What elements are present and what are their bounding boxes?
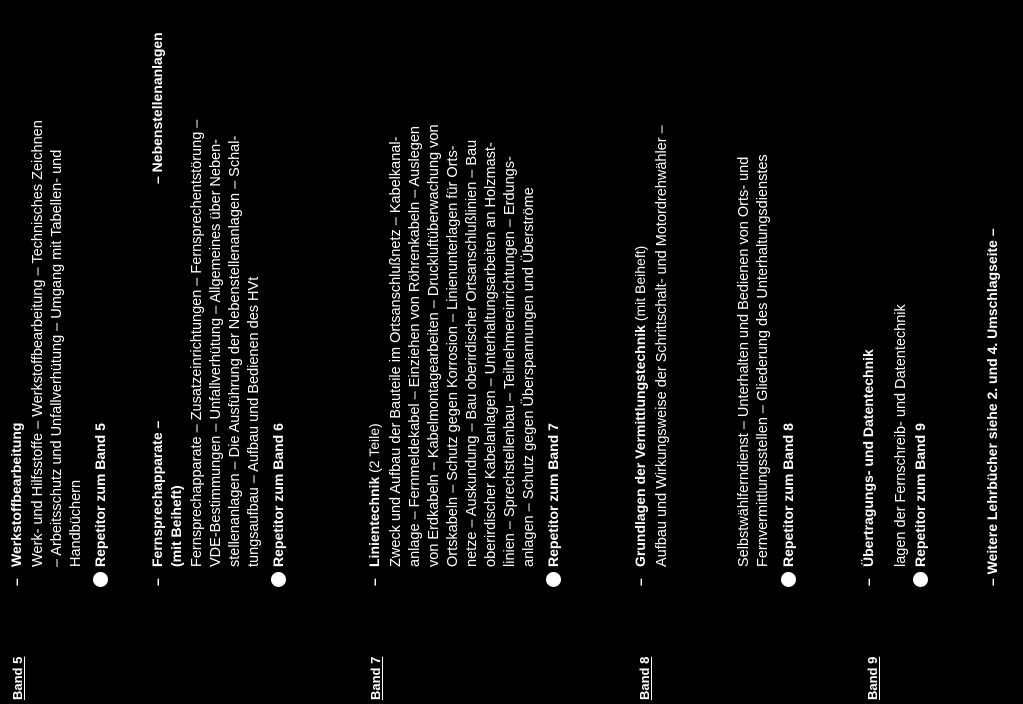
footer-note: – Weitere Lehrbücher siehe 2. und 4. Umschlagseite –: [984, 228, 1000, 586]
section-title-6: Fernsprechapparate –: [149, 420, 165, 567]
line-8-2: Fernvermittlungsstellen – Gliederung des Unterhaltungsdienstes: [755, 154, 771, 567]
line-7-2: von Erdkabeln – Kabelmontagearbeiten – Druckluftüberwachung von: [426, 124, 442, 567]
section-title-7-suffix: (2 Teile): [366, 423, 382, 473]
band-label-5: Band 5: [10, 656, 25, 700]
line-5-2: Handbüchern: [68, 479, 84, 567]
line-7-4: netze – Auskundung – Bau oberirdischer Ortsanschlußlinien – Bau: [464, 139, 480, 567]
line-7-3: Ortskabeln – Schutz gegen Korrosion – Linienunterlagen für Orts-: [445, 145, 461, 567]
bullet-icon: [546, 572, 561, 587]
bullet-icon: [913, 572, 928, 587]
section-subtitle-6: (mit Beiheft): [168, 485, 184, 567]
bullet-icon: [93, 572, 108, 587]
line-5-1: – Arbeitsschutz und Unfallverhütung – Umgang mit Tabellen- und: [49, 149, 65, 567]
repetitor-6: Repetitor zum Band 6: [270, 423, 286, 567]
dash-5: –: [8, 578, 24, 586]
dash-6: –: [149, 578, 165, 586]
band-label-9: Band 9: [865, 656, 880, 700]
repetitor-5: Repetitor zum Band 5: [92, 423, 108, 567]
line-5-0: Werk- und Hilfsstoffe – Werkstoffbearbeitung – Technisches Zeichnen: [30, 120, 46, 567]
repetitor-9: Repetitor zum Band 9: [912, 423, 928, 567]
line-9-0: lagen der Fernschreib- und Datentechnik: [893, 304, 909, 567]
repetitor-7: Repetitor zum Band 7: [545, 423, 561, 567]
section-title-5: Werkstoffbearbeitung: [8, 422, 24, 567]
line-8-1: Selbstwählferndienst – Unterhalten und Bedienen von Orts- und: [736, 156, 752, 567]
line-7-5: oberirdischer Kabelanlagen – Unterhaltungsarbeiten an Holzmast-: [483, 142, 499, 567]
dash-7: –: [366, 578, 382, 586]
line-6-3: tungsaufbau – Aufbau und Bedienen des HVt: [246, 276, 262, 567]
line-6-1: VDE-Bestimmungen – Unfallverhütung – Allgemeines über Neben-: [208, 139, 224, 567]
line-7-0: Zweck und Aufbau der Bauteile im Ortsanschlußnetz – Kabelkanal-: [388, 136, 404, 567]
bullet-icon: [271, 572, 286, 587]
line-7-1: anlage – Fernmeldekabel – Einziehen von Röhrenkabeln – Auslegen: [407, 126, 423, 567]
section-title-7: [366, 423, 382, 567]
bullet-icon: [781, 572, 796, 587]
line-7-6: linien – Sprechstellenbau – Teilnehmereinrichtungen – Erdungs-: [502, 156, 518, 567]
line-7-7: anlagen – Schutz gegen Überspannungen und Überströme: [521, 187, 537, 567]
section-title-9: Übertragungs- und Datentechnik: [860, 349, 876, 567]
section-title-8-text: Grundlagen der Vermittlungstechnik: [632, 325, 648, 567]
line-6-0: Fernsprechapparate – Zusatzeinrichtungen – Fernsprechentstörung –: [189, 119, 205, 567]
dash-8: –: [632, 578, 648, 586]
line-8-0: Aufbau und Wirkungsweise der Schrittschalt- und Motordrehwähler –: [654, 125, 670, 567]
section-title-6-right: – Nebenstellenanlagen: [149, 32, 165, 184]
band-label-8: Band 8: [637, 656, 652, 700]
section-title-7-text: Linientechnik: [366, 476, 382, 567]
section-title-8: [632, 246, 648, 567]
dash-9: –: [860, 578, 876, 586]
line-6-2: stellenanlagen – Die Ausführung der Nebenstellenanlagen – Schal-: [227, 135, 243, 567]
section-title-8-suffix: (mit Beiheft): [632, 245, 648, 322]
repetitor-8: Repetitor zum Band 8: [780, 423, 796, 567]
band-label-7: Band 7: [368, 656, 383, 700]
